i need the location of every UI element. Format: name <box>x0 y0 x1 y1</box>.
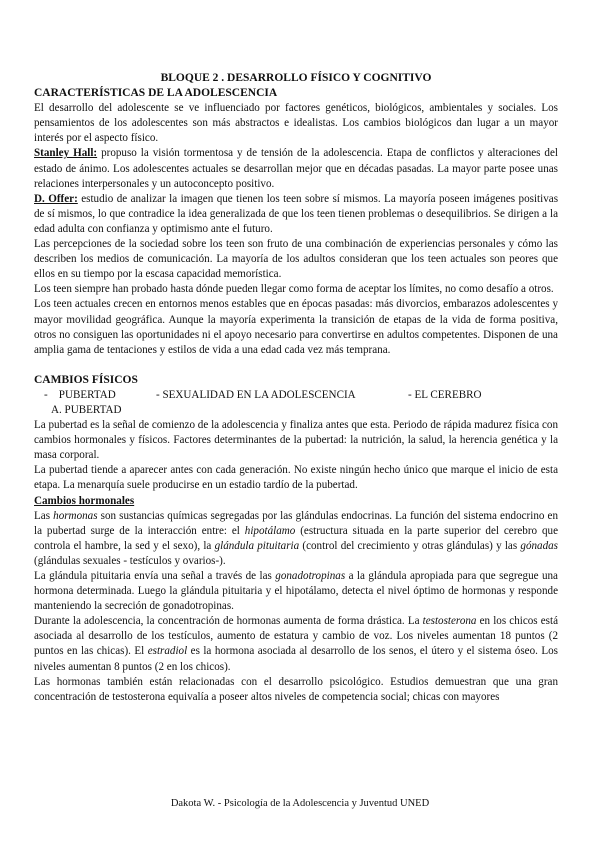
paragraph: Las percepciones de la sociedad sobre los teen son fruto de una combinación de experiencias personales y cómo las describen los medios de comunicación. La mayoría de los adultos consideran que los teen actuales son peores que ellos en su tiempo por la escasa capacidad memorística. <box>34 238 558 281</box>
paragraph-text: propuso la visión tormentosa y de tensión de la adolescencia. Etapa de conflictos y alteraciones del estado de ánimo. Los adolescentes actuales se desarrollan mejor que en décadas pasadas. La mayor parte posee unas relaciones interpersonales y un autoconcepto positivo. <box>34 147 558 190</box>
topic-list <box>34 388 558 403</box>
section-heading-physical-changes: CAMBIOS FÍSICOS <box>34 373 138 386</box>
section-heading-characteristics: CARACTERÍSTICAS DE LA ADOLESCENCIA <box>34 87 278 100</box>
stanley-hall-label: Stanley Hall: <box>34 147 98 160</box>
paragraph-psychological: Las hormonas también están relacionadas con el desarrollo psicológico. Estudios demuestran que una gran concentración de testosterona equivalía a poseer altos niveles de competencia social; chicas con mayores <box>34 675 558 703</box>
subsection-heading-pubertad: A. PUBERTAD <box>51 403 122 416</box>
paragraph-hormone-levels: Durante la adolescencia, la concentración de hormonas aumenta de forma drástica. La testosterona en los chicos está asociada al desarrollo de los testículos, aumento de estatura y cambio de voz. Los niveles aumentan 18 puntos (2 puntos en las chicas). El estradiol es la hormona asociada al desarrollo de los senos, el útero y el sistema óseo. Los niveles aumentan 8 puntos (2 en los chicos). <box>34 615 558 673</box>
paragraph: La pubertad es la señal de comienzo de la adolescencia y finaliza antes que esta. Periodo de rápida madurez física con cambios hormonales y físicos. Factores determinantes de la pubertad: la nutrición, la salud, la herencia genética y la masa corporal. <box>34 419 558 462</box>
paragraph-stanley-hall <box>34 146 558 191</box>
paragraph-pituitary: La glándula pituitaria envía una señal a través de las gonadotropinas a la glándula apropiada para que segregue una hormona determinada. Luego la glándula pituitaria y el hipotálamo, detecta el nivel óptimo de hormonas y responde manteniendo la secreción de gonadotropinas. <box>34 570 558 613</box>
topic-cerebro: - EL CEREBRO <box>408 388 482 401</box>
hormonal-changes-heading: Cambios hormonales <box>34 494 135 507</box>
paragraph: El desarrollo del adolescente se ve influenciado por factores genéticos, biológicos, ambientales y sociales. Los pensamientos de los adolescentes son más abstractos e idealistas. Los cambios biológicos dan lugar a un mayor interés por el aspecto físico. <box>34 102 558 145</box>
page-title: BLOQUE 2 . DESARROLLO FÍSICO Y COGNITIVO <box>160 72 432 84</box>
paragraph: La pubertad tiende a aparecer antes con cada generación. No existe ningún hecho único que marque el inicio de esta etapa. La menarquía suele producirse en un estadio tardío de la pubertad. <box>34 464 558 492</box>
page-footer: Dakota W. - Psicología de la Adolescencia y Juventud UNED <box>170 798 430 809</box>
document-page <box>34 71 558 705</box>
paragraph-offer <box>34 192 558 237</box>
spacer <box>34 358 558 373</box>
paragraph: Los teen actuales crecen en entornos menos estables que en épocas pasadas: más divorcios, embarazos adolescentes y mayor movilidad geográfica. Aunque la mayoría experimenta la transición de etapas de la vida de forma positiva, otros no consiguen las oportunidades ni el apoyo necesario para convertirse en adultos competentes. Disponen de una amplia gama de tentaciones y estilos de vida a una edad cada vez más temprana. <box>34 298 558 356</box>
paragraph-text: estudio de analizar la imagen que tienen los teen sobre sí mismos. La mayoría poseen imágenes positivas de sí mismos, lo que contradice la idea generalizada de que los teen tienen problemas o desequilibrios. Se dirigen a la edad adulta con confianza y optimismo ante el futuro. <box>34 192 559 235</box>
paragraph: Los teen siempre han probado hasta dónde pueden llegar como forma de aceptar los límites, no como desafío a otros. <box>34 283 554 296</box>
paragraph-hormones: Las hormonas son sustancias químicas segregadas por las glándulas endocrinas. La función del sistema endocrino en la pubertad surge de la interacción entre: el hipotálamo (estructura situada en la parte superior del cerebro que controla el hambre, la sed y el sexo), la glándula pituitaria (control del crecimiento y otras glándulas) y las gónadas (glándulas sexuales - testículos y ovarios-). <box>34 509 559 567</box>
topic-sexualidad: - SEXUALIDAD EN LA ADOLESCENCIA <box>156 388 356 401</box>
offer-label: D. Offer: <box>34 192 78 205</box>
topic-pubertad: - PUBERTAD <box>44 388 116 401</box>
